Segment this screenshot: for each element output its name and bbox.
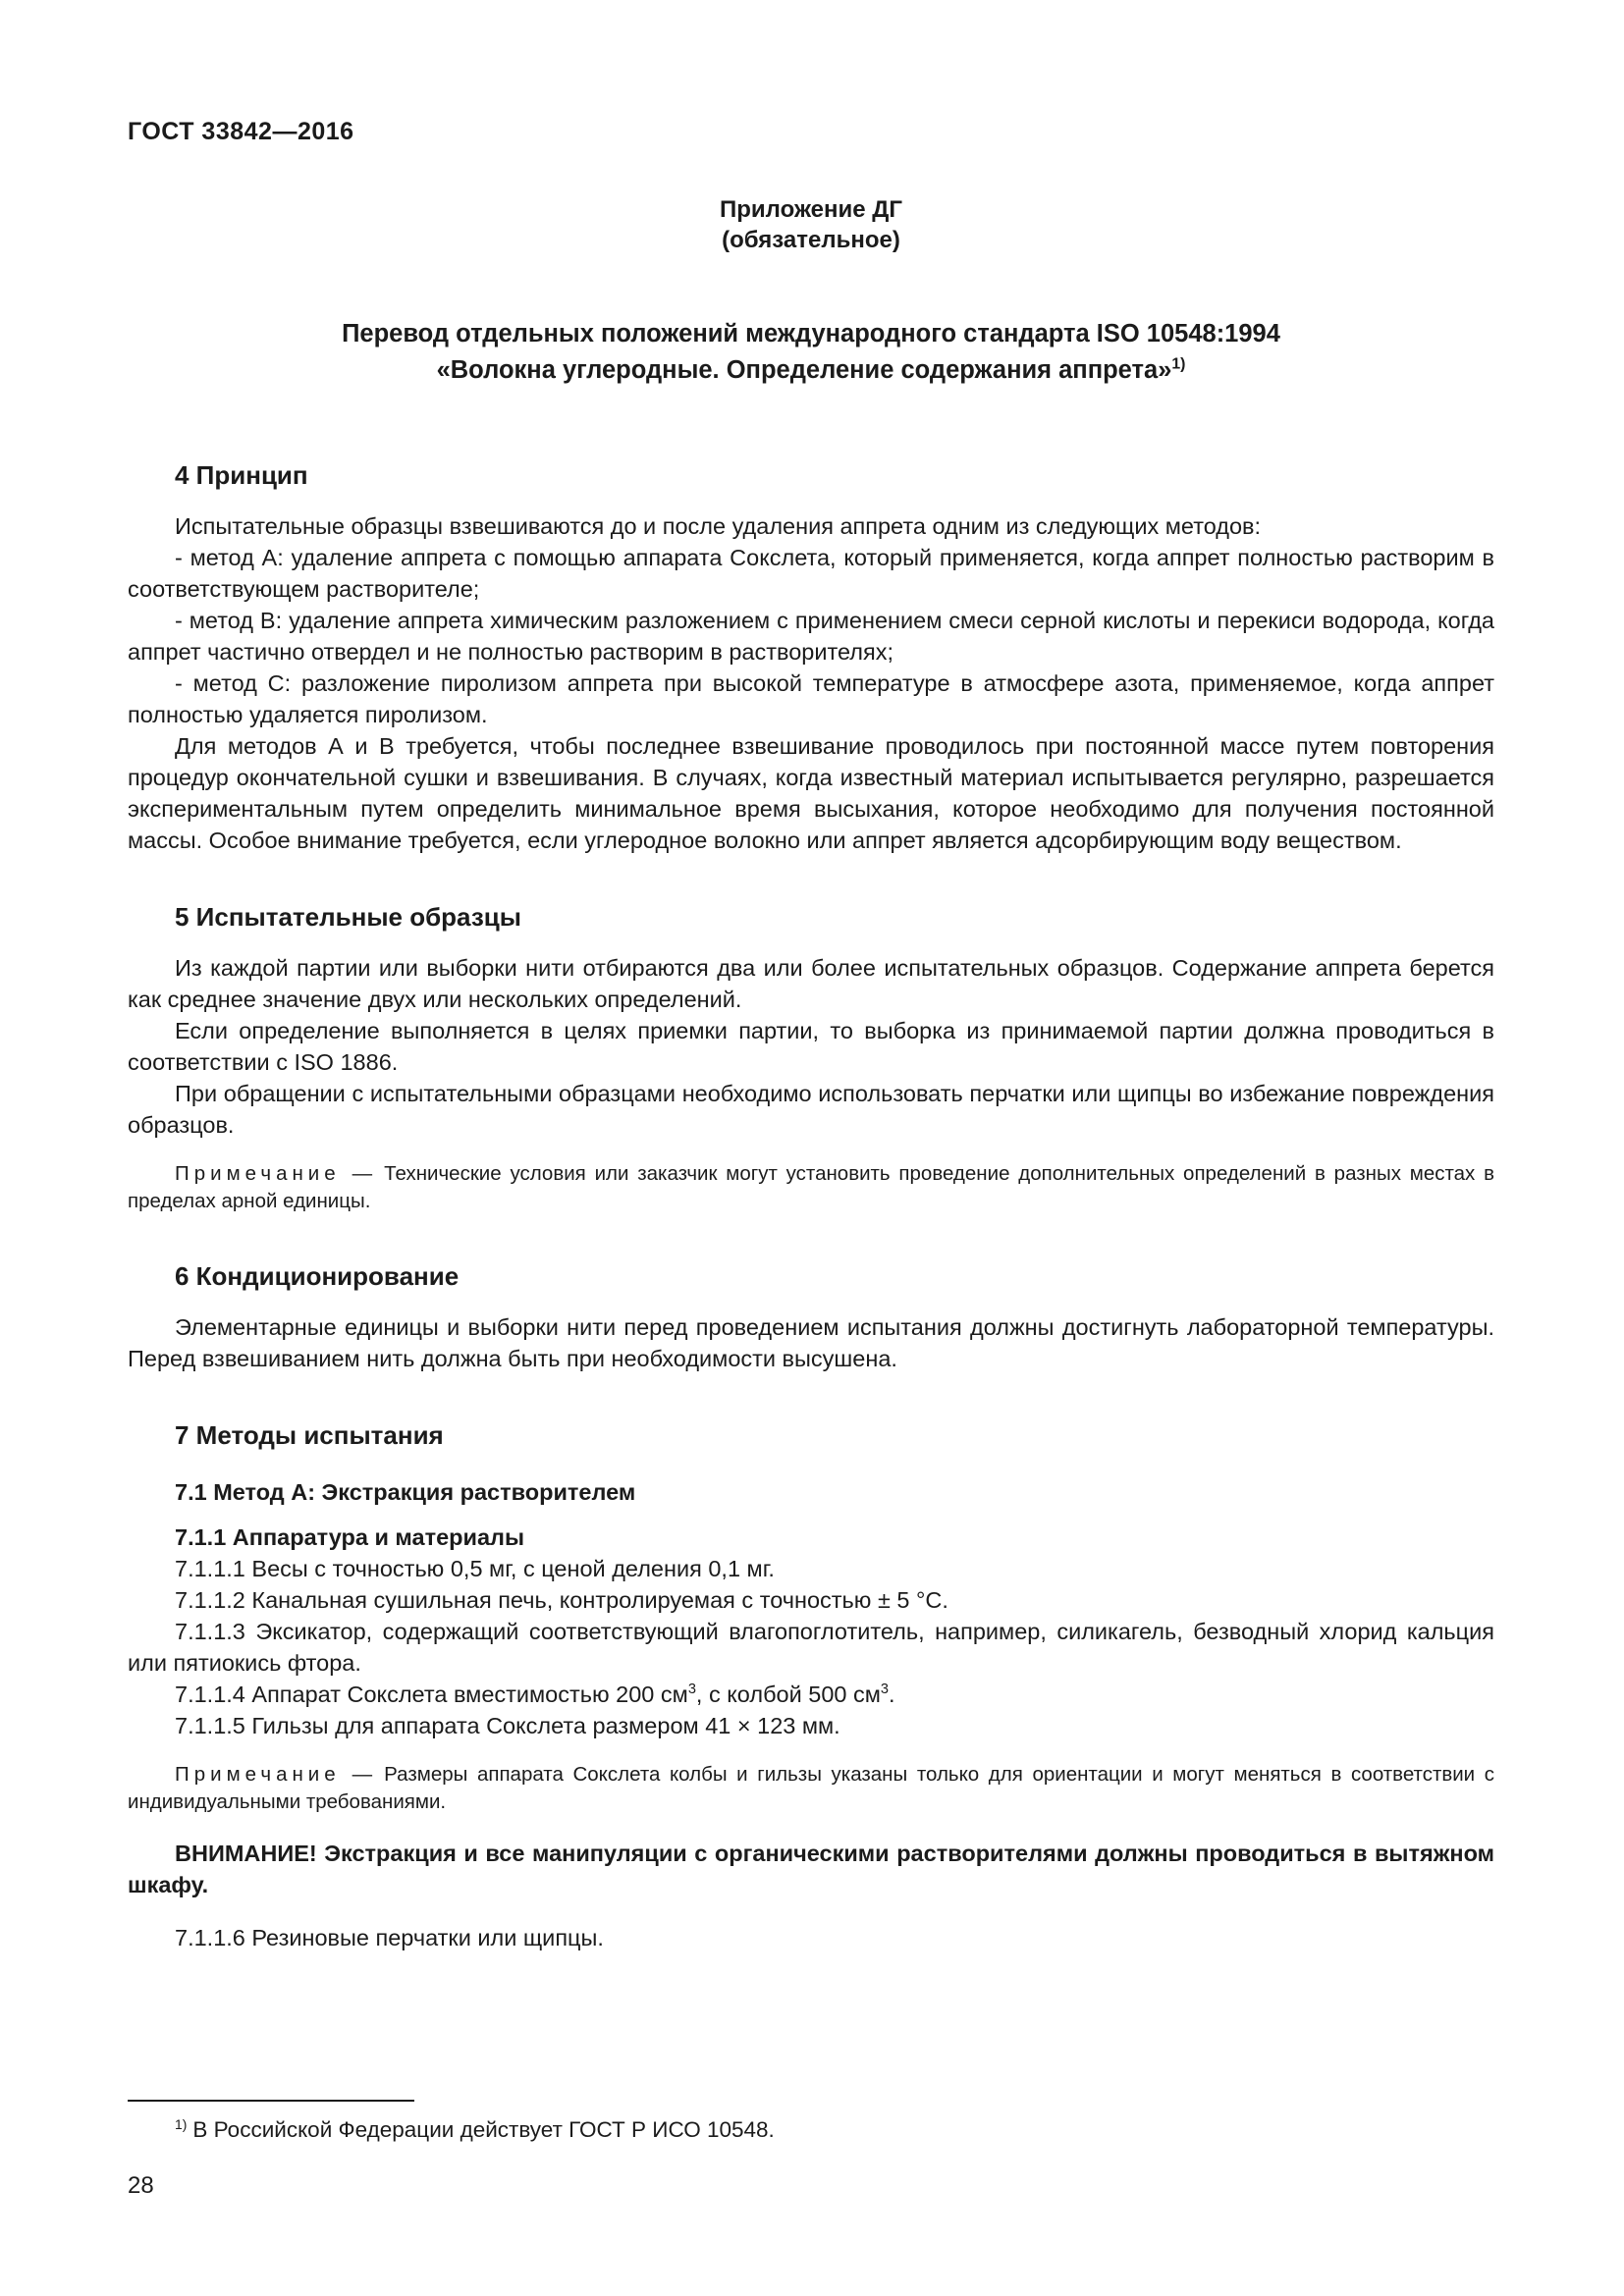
- section-6-paragraph-1: Элементарные единицы и выборки нити перед проведением испытания должны достигнуть лабораторной температуры. Перед взвешиванием нить должна быть при необходимости высушена.: [128, 1314, 1494, 1371]
- section-4-closing-paragraph: Для методов А и В требуется, чтобы последнее взвешивание проводилось при постоянной массе путем повторения процедур окончательной сушки и взвешивания. В случаях, когда известный материал испытывается регулярно, разрешается экспериментальным путем определить минимальное время высыхания, которое необходимо для получения постоянной массы. Особое внимание требуется, если углеродное волокно или аппрет является адсорбирующим воду веществом.: [128, 733, 1494, 853]
- footnote-reference-marker: 1): [1171, 355, 1186, 373]
- appendix-label: Приложение ДГ: [720, 196, 902, 223]
- footnote-text: В Российской Федерации действует ГОСТ Р ИСО 10548.: [192, 2117, 775, 2142]
- section-6-heading: 6 Кондиционирование: [175, 1261, 460, 1291]
- superscript: 3: [687, 1682, 696, 1698]
- subsection-7-1-1-heading: 7.1.1 Аппаратура и материалы: [175, 1524, 525, 1550]
- footnote: [128, 2115, 1494, 2145]
- section-5-paragraph-2: Если определение выполняется в целях приемки партии, то выборка из принимаемой партии должна проводиться в соответствии с ISO 1886.: [128, 1018, 1494, 1075]
- page-number: 28: [128, 2172, 154, 2199]
- item-7-1-1-4-text-2: , с колбой 500 см: [695, 1682, 881, 1707]
- item-7-1-1-4: [128, 1679, 1494, 1710]
- section-5-heading: 5 Испытательные образцы: [175, 902, 521, 932]
- footnote-rule: [128, 2100, 414, 2102]
- document-title: [128, 316, 1494, 389]
- note-label: Примечание: [175, 1763, 341, 1786]
- note-text: Технические условия или заказчик могут установить проведение дополнительных определений в разных местах в пределах арной единицы.: [128, 1162, 1494, 1212]
- note-dash: —: [352, 1162, 373, 1185]
- section-4-heading: 4 Принцип: [175, 460, 308, 490]
- appendix-kind: (обязательное): [722, 227, 900, 253]
- running-header: ГОСТ 33842—2016: [128, 118, 354, 145]
- note-text: Размеры аппарата Сокслета колбы и гильзы указаны только для ориентации и могут меняться в соответствии с индивидуальными требованиями.: [128, 1763, 1494, 1813]
- subsection-7-1-heading: 7.1 Метод А: Экстракция растворителем: [175, 1479, 636, 1505]
- document-title-line2: [128, 352, 1494, 389]
- note-label: Примечание: [175, 1162, 341, 1185]
- document-title-line1: Перевод отдельных положений международного стандарта ISO 10548:1994: [342, 320, 1280, 347]
- page-footer: [128, 2100, 1494, 2202]
- section-4-method-a-paragraph: - метод А: удаление аппрета с помощью аппарата Сокслета, который применяется, когда аппрет полностью растворим в соответствующем растворителе;: [128, 545, 1494, 602]
- section-4-method-c-paragraph: - метод С: разложение пиролизом аппрета при высокой температуре в атмосфере азота, применяемое, когда аппрет полностью удаляется пиролизом.: [128, 670, 1494, 727]
- footnote-marker: 1): [175, 2115, 188, 2132]
- item-7-1-1-4-text-3: .: [889, 1682, 895, 1707]
- item-7-1-1-6: 7.1.1.6 Резиновые перчатки или щипцы.: [175, 1925, 604, 1950]
- item-7-1-1-1: 7.1.1.1 Весы с точностью 0,5 мг, с ценой деления 0,1 мг.: [175, 1556, 775, 1581]
- document-title-line2-text: «Волокна углеродные. Определение содержания аппрета»: [436, 356, 1172, 384]
- section-7-heading: 7 Методы испытания: [175, 1420, 444, 1450]
- item-7-1-1-4-text-1: 7.1.1.4 Аппарат Сокслета вместимостью 200 см: [175, 1682, 688, 1707]
- section-5-paragraph-3: При обращении с испытательными образцами необходимо использовать перчатки или щипцы во избежание повреждения образцов.: [128, 1081, 1494, 1138]
- item-7-1-1-3: 7.1.1.3 Эксикатор, содержащий соответствующий влагопоглотитель, например, силикагель, безводный хлорид кальция или пятиокись фтора.: [128, 1619, 1494, 1676]
- section-4-intro-paragraph: Испытательные образцы взвешиваются до и после удаления аппрета одним из следующих методов:: [175, 513, 1262, 539]
- note-dash: —: [352, 1763, 373, 1786]
- superscript: 3: [880, 1682, 890, 1698]
- section-5-paragraph-1: Из каждой партии или выборки нити отбираются два или более испытательных образцов. Содержание аппрета берется как среднее значение двух или нескольких определений.: [128, 955, 1494, 1012]
- warning-paragraph: ВНИМАНИЕ! Экстракция и все манипуляции с органическими растворителями должны проводиться в вытяжном шкафу.: [128, 1841, 1494, 1897]
- section-7-note: [128, 1761, 1494, 1816]
- section-5-note: [128, 1160, 1494, 1215]
- section-4-method-b-paragraph: - метод В: удаление аппрета химическим разложением с применением смеси серной кислоты и перекиси водорода, когда аппрет частично отвердел и не полностью растворим в растворителях;: [128, 608, 1494, 665]
- appendix-head: [128, 194, 1494, 255]
- item-7-1-1-2: 7.1.1.2 Канальная сушильная печь, контролируемая с точностью ± 5 °С.: [175, 1587, 948, 1613]
- item-7-1-1-5: 7.1.1.5 Гильзы для аппарата Сокслета размером 41 × 123 мм.: [175, 1713, 840, 1738]
